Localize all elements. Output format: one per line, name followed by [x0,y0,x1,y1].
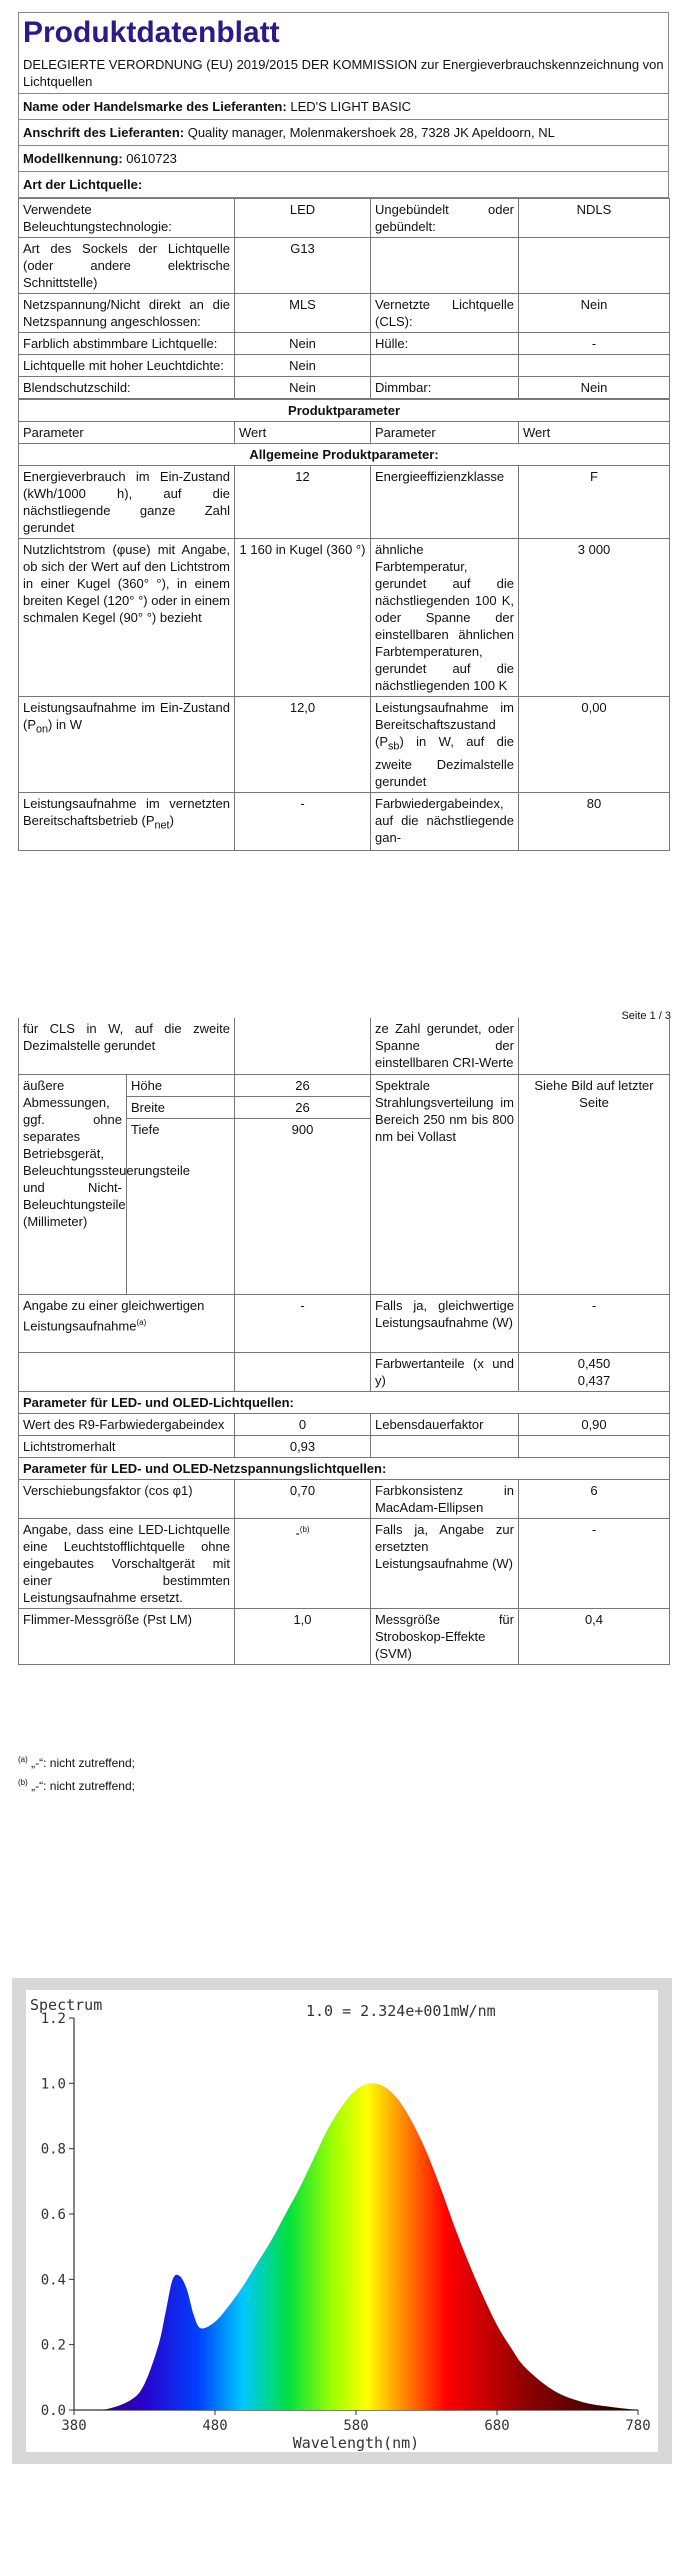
y-tick-label: 0.0 [40,2403,66,2419]
table-row [19,1018,670,1074]
product-params-table [18,399,670,851]
anti-glare-value: Nein [235,377,371,399]
width-value: 26 [235,1096,371,1118]
r9-label: Wert des R9-Farbwiedergabeindex [19,1413,235,1435]
tunable-label: Farblich abstimmbare Lichtquelle: [19,333,235,355]
cct-value: 3 000 [519,539,670,697]
equivalent-power-label: Angabe zu einer gleichwertigen Leistungsaufnahme$^{(a)}$ [19,1294,235,1352]
y-tick-label: 0.8 [40,2141,66,2158]
table-row [19,377,670,399]
cls-label: Vernetzte Lichtquelle (CLS): [371,294,519,333]
cri-label: Farbwiedergabeindex, auf die nächstliegende gan- [371,792,519,850]
lumen-maintenance-label: Lichtstromerhalt [19,1435,235,1457]
spectral-value: Siehe Bild auf letzter Seite [519,1074,670,1294]
col-header-value-2: Wert [519,422,670,444]
supplier-name-label: Name oder Handelsmarke des Lieferanten: [23,99,287,114]
chart-annotation: 1.0 = 2.324e+001mW/nm [306,2002,496,2020]
cls-value: Nein [519,294,670,333]
col-header-param: Parameter [19,422,235,444]
cct-label: ähnliche Farbtemperatur, gerundet auf die nächstliegenden 100 K, oder Spanne der einstellbaren ähnlichen Farbtemperaturen, gerundet auf die nächstliegenden 100 K [371,539,519,697]
supplier-name-value: LED'S LIGHT BASIC [290,99,412,114]
height-value: 26 [235,1074,371,1096]
y-tick-label: 0.4 [40,2272,66,2289]
replacement-falls-value: - [519,1518,670,1608]
on-power-value: 12,0 [235,697,371,793]
regulation-intro: DELEGIERTE VERORDNUNG (EU) 2019/2015 DER KOMMISSION zur Energieverbrauchskennzeichnung von Lichtquellen [18,53,669,94]
page-2 [18,1018,669,1665]
survival-factor-label: Lebensdauerfaktor [371,1413,519,1435]
dimmable-value: Nein [519,377,670,399]
height-label: Höhe [127,1074,235,1096]
displacement-factor-label: Verschiebungsfaktor (cos φ1) [19,1479,235,1518]
standby-power-label: Leistungsaufnahme im Bereitschaftszustand $(P_{sb})$ in W, auf die zweite Dezimalstelle gerundet [371,697,519,793]
page-number: Seite 1 / 3 [621,1010,671,1022]
depth-value: 900 [235,1118,371,1294]
supplier-name-row [18,94,669,120]
general-params-header: Allgemeine Produktparameter: [19,444,670,466]
on-power-label: Leistungsaufnahme im Ein-Zustand $(P_{on})$ in W [19,697,235,793]
table-row [19,1518,670,1608]
table-row [19,466,670,539]
spectrum-chart-frame [12,1978,672,2464]
socket-label: Art des Sockels der Lichtquelle (oder andere elektrische Schnittstelle) [19,238,235,294]
luminous-flux-label: Nutzlichtstrom (φuse) mit Angabe, ob sich der Wert auf den Lichtstrom in einer Kugel (360° °), in einem breiten Kegel (120° °) oder in einem schmalen Kegel (90° °) bezieht [19,539,235,697]
equivalent-falls-value: - [519,1294,670,1352]
footnote-b: $^{(b)}$ „-“: nicht zutreffend; [18,1778,135,1793]
table-row [19,294,670,333]
model-row [18,146,669,172]
table-row [19,1435,670,1457]
empty-value [519,355,670,377]
y-tick-label: 1.0 [40,2076,66,2093]
chromaticity-value: 0,450 0,437 [519,1352,670,1391]
page-1 [18,12,669,851]
replacement-value: -$^{(b)}$ [235,1518,371,1608]
document-title: Produktdatenblatt [18,12,669,53]
product-params-table-cont [18,1018,670,1665]
col-header-param-2: Parameter [371,422,519,444]
empty-value [519,238,670,294]
spectrum-area [74,2083,638,2410]
table-row [19,1294,670,1352]
chromaticity-label: Farbwertanteile (x und y) [371,1352,519,1391]
footnotes [18,1750,135,1796]
led-params-header: Parameter für LED- und OLED-Lichtquellen: [19,1391,670,1413]
spectral-label: Spektrale Strahlungsverteilung im Bereich 250 nm bis 800 nm bei Vollast [371,1074,519,1294]
supplier-address-row [18,120,669,146]
cri-cont: ze Zahl gerundet, oder Spanne der einstellbaren CRI-Werte [371,1018,519,1074]
model-value: 0610723 [126,151,177,166]
svm-value: 0,4 [519,1608,670,1664]
technology-value: LED [235,199,371,238]
anti-glare-label: Blendschutzschild: [19,377,235,399]
cri-value: 80 [519,792,670,850]
footnote-a: $^{(a)}$ „-“: nicht zutreffend; [18,1755,135,1770]
table-row [19,539,670,697]
table-row [19,238,670,294]
macadam-value: 6 [519,1479,670,1518]
dimensions-label: äußere Abmessungen, ggf. ohne separates Betriebsgerät, Beleuchtungssteuerungsteile und Nicht-Beleuchtungsteile (Millimeter) [19,1074,127,1294]
led-mains-header: Parameter für LED- und OLED-Netzspannungslichtquellen: [19,1457,670,1479]
socket-value: G13 [235,238,371,294]
table-row [19,1074,670,1096]
x-tick-label: 780 [625,2418,651,2434]
macadam-label: Farbkonsistenz in MacAdam-Ellipsen [371,1479,519,1518]
equivalent-power-value: - [235,1294,371,1352]
table-row [19,1413,670,1435]
replacement-label: Angabe, dass eine LED-Lichtquelle eine Leuchtstofflichtquelle ohne eingebautes Vorschaltgerät mit einer bestimmten Leistungsaufnahme ersetzt. [19,1518,235,1608]
table-row [19,792,670,850]
energy-class-value: F [519,466,670,539]
product-params-header: Produktparameter [19,400,670,422]
depth-label: Tiefe [127,1118,235,1294]
table-row [19,697,670,793]
col-header-value: Wert [235,422,371,444]
spectrum-chart [26,1990,658,2452]
directional-value: NDLS [519,199,670,238]
y-tick-label: 0.2 [40,2337,66,2354]
energy-class-label: Energieeffizienzklasse [371,466,519,539]
x-tick-label: 580 [343,2418,369,2434]
networked-standby-value: - [235,792,371,850]
empty-label [371,238,519,294]
energy-consumption-value: 12 [235,466,371,539]
width-label: Breite [127,1096,235,1118]
r9-value: 0 [235,1413,371,1435]
supplier-address-label: Anschrift des Lieferanten: [23,125,185,140]
dimmable-label: Dimmbar: [371,377,519,399]
table-row [19,1479,670,1518]
x-tick-label: 480 [202,2418,228,2434]
table-row [19,1352,670,1391]
replacement-falls-label: Falls ja, Angabe zur ersetzten Leistungsaufnahme (W) [371,1518,519,1608]
mains-label: Netzspannung/Nicht direkt an die Netzspannung angeschlossen: [19,294,235,333]
y-tick-label: 1.2 [40,2011,66,2027]
standby-power-value: 0,00 [519,697,670,793]
spectrum-chart-svg [26,1990,658,2452]
high-luminance-value: Nein [235,355,371,377]
envelope-value: - [519,333,670,355]
networked-standby-label: Leistungsaufnahme im vernetzten Bereitschaftsbetrieb $(P_{net})$ [19,792,235,850]
x-axis-label: Wavelength(nm) [292,2434,420,2452]
x-tick-label: 380 [61,2418,87,2434]
table-row [19,1608,670,1664]
chart-title: Spectrum [30,1996,103,2014]
svm-label: Messgröße für Stroboskop-Effekte (SVM) [371,1608,519,1664]
flicker-value: 1,0 [235,1608,371,1664]
tunable-value: Nein [235,333,371,355]
light-source-type-table [18,198,670,399]
empty-label [371,355,519,377]
model-label: Modellkennung: [23,151,123,166]
displacement-factor-value: 0,70 [235,1479,371,1518]
technology-label: Verwendete Beleuchtungstechnologie: [19,199,235,238]
directional-label: Ungebündelt oder gebündelt: [371,199,519,238]
envelope-label: Hülle: [371,333,519,355]
x-tick-label: 680 [484,2418,510,2434]
flicker-label: Flimmer-Messgröße (Pst LM) [19,1608,235,1664]
survival-factor-value: 0,90 [519,1413,670,1435]
table-row [19,333,670,355]
mains-value: MLS [235,294,371,333]
table-row [19,199,670,238]
y-tick-label: 0.6 [40,2207,66,2223]
energy-consumption-label: Energieverbrauch im Ein-Zustand (kWh/1000 h), auf die nächstliegende ganze Zahl gerundet [19,466,235,539]
equivalent-falls-label: Falls ja, gleichwertige Leistungsaufnahme (W) [371,1294,519,1352]
supplier-address-value: Quality manager, Molenmakershoek 28, 7328 JK Apeldoorn, NL [187,125,555,140]
lumen-maintenance-value: 0,93 [235,1435,371,1457]
networked-standby-cont: für CLS in W, auf die zweite Dezimalstelle gerundet [19,1018,235,1074]
high-luminance-label: Lichtquelle mit hoher Leuchtdichte: [19,355,235,377]
luminous-flux-value: 1 160 in Kugel (360 °) [235,539,371,697]
table-row [19,355,670,377]
light-source-type-header: Art der Lichtquelle: [18,172,669,198]
